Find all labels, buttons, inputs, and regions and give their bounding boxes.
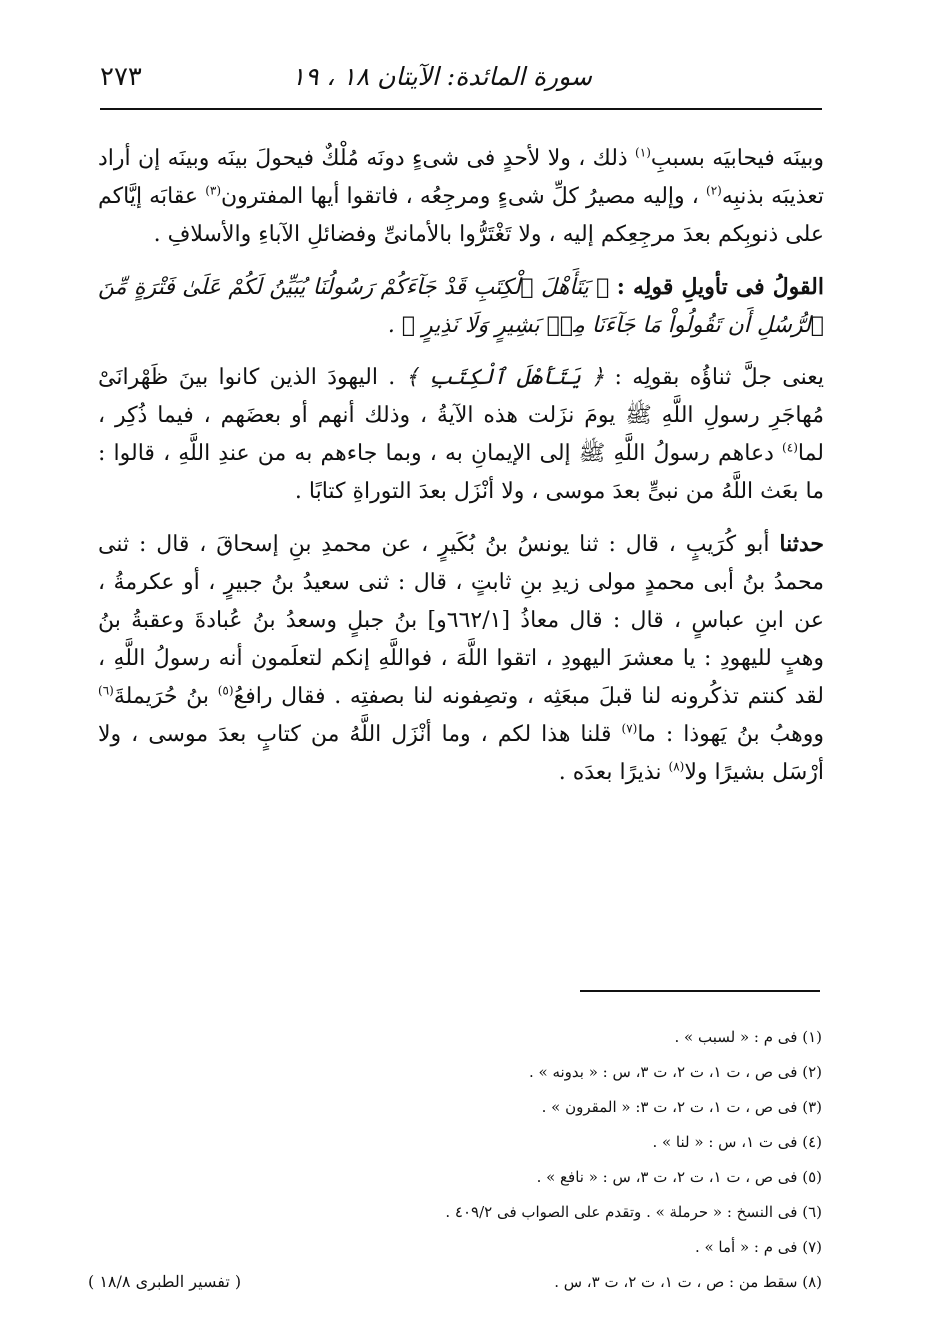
text-run: قلنا هذا لكم ، وما أنْزَل اللَّهُ من كتابٍ بعدَ موسى ، ولا أرْسَل بشيرًا ولا xyxy=(98,722,824,785)
page-header xyxy=(100,58,820,102)
paragraph-4 xyxy=(98,525,824,792)
text-run: . اليهودَ الذين كانوا بينَ ظَهْرانَىْ مُهاجَرِ رسولِ اللَّهِ ﷺ يومَ نزَلت هذه الآيةُ ، وذلك أنهم أو بعضَهم ، فيما ذُكِر ، لما xyxy=(98,365,824,466)
footnote-6: (٦) فى النسخ : « حرملة » . وتقدم على الصواب فى ٤٠٩/٢ . xyxy=(445,1203,822,1221)
footnote-marker: (٢) xyxy=(706,183,722,198)
source-note: ( تفسير الطبرى ١٨/٨ ) xyxy=(88,1272,242,1291)
manuscript-ref: [٦٦٢/١و] xyxy=(427,608,511,633)
running-head: سورة المائدة: الآيتان ١٨ ، ١٩ xyxy=(291,62,592,91)
footnote-2: (٢) فى ص ، ت ١، ت ٢، ت ٣، س : « بدونه » . xyxy=(528,1063,822,1081)
section-heading: القولُ فى تأويلِ قولِه : xyxy=(616,274,824,300)
footnotes xyxy=(100,1020,822,1300)
text-run: دعاهم رسولُ اللَّهِ ﷺ إلى الإيمانِ به ، وبما جاءهم به من عندِ اللَّهِ ، قالوا : ما بعَث اللَّهُ من نبىٍّ بعدَ موسى ، ولا أنْزَل بعدَ التوراةِ كتابًا . xyxy=(98,441,824,504)
footnote-marker: (٨) xyxy=(668,759,685,774)
footnote-marker: (٤) xyxy=(782,440,798,455)
footnote-8: (٨) سقط من : ص ، ت ١، ت ٢، ت ٣، س . xyxy=(554,1273,822,1291)
text-run: يعنى جلَّ ثناؤُه بقولِه : xyxy=(614,365,824,390)
text-run: ذلك ، ولا لأحدٍ فى شىءٍ دونَه مُلْكٌ فيحولَ بينَه وبينَه إن أراد تعذيبَه بذنبِه xyxy=(98,146,825,209)
text-run: أبو كُرَيبٍ ، قال : ثنا يونسُ بنُ بُكَيرٍ ، عن محمدِ بنِ إسحاقَ ، قال : ثنى محمدُ بنُ أبى محمدٍ مولى زيدِ بنِ ثابتٍ ، قال : ثنى سعيدُ بنُ جبيرٍ ، أو عكرمةُ ، عن ابنِ عباسٍ ، قال : قال معاذُ xyxy=(98,532,824,633)
footnote-3: (٣) فى ص ، ت ١، ت ٢، ت ٣: « المقرون » . xyxy=(541,1098,822,1116)
footnote-5: (٥) فى ص ، ت ١، ت ٢، ت ٣، س : « نافع » . xyxy=(536,1168,822,1186)
footnote-7: (٧) فى م : « أما » . xyxy=(694,1238,822,1256)
text-run: وبينَه فيحابيَه بسببِ xyxy=(650,146,824,171)
quran-verse: ﴿ يَتَأَهْلَ ٱلْكِتَبِ ﴾ xyxy=(395,365,615,390)
footnote-4: (٤) فى ت ١، س : « لنا » . xyxy=(652,1133,822,1151)
page-number: ٢٧٣ xyxy=(100,62,142,92)
footnote-marker: (٥) xyxy=(217,683,234,698)
main-text xyxy=(98,140,824,806)
text-run: ، وإليه مصيرُ كلِّ شىءٍ ومرجِعُه ، فاتقوا أيها المفترون xyxy=(221,184,706,209)
text-run: بنُ جبلٍ وسعدُ بنُ عُبادةَ وعقبةُ بنُ وهبٍ لليهودِ : يا معشرَ اليهودِ ، اتقوا اللَّهَ ، فواللَّهِ إنكم لتعلَمون أنه رسولُ اللَّهِ ، لقد كنتم تذكُرونه لنا قبلَ مبعَثِه ، وتصِفونه لنا بصفتِه . فقال رافعُ xyxy=(98,608,825,709)
paragraph-3 xyxy=(98,359,824,511)
text-run: نذيرًا بعدَه . xyxy=(558,760,669,785)
paragraph-1 xyxy=(98,140,824,254)
footnote-marker: (٧) xyxy=(621,721,638,736)
paragraph-2 xyxy=(98,268,824,345)
footnote-separator xyxy=(580,990,820,992)
isnad-lead: حدثنا xyxy=(779,531,824,557)
text-run: بنُ حُرَيملةَ xyxy=(113,684,218,709)
text-run: عقابَه إيَّاكم على ذنوبِكم بعدَ مرجِعِكم إليه ، ولا تَغْتَرُّوا بالأمانىِّ وفضائلِ الآباءِ والأسلافِ . xyxy=(98,184,824,247)
header-rule xyxy=(100,108,822,110)
text-run: ووهبُ بنُ يَهوذا : ما xyxy=(637,722,825,747)
footnote-marker: (١) xyxy=(635,145,651,160)
footnote-1: (١) فى م : « لسبب » . xyxy=(674,1028,822,1046)
footnote-marker: (٣) xyxy=(205,183,222,198)
quran-verse: ﴿ يَتَأَهْلَ ٱلْكِتَبِ قَدْ جَآءَكُمْ رَسُولُنَا يُبَيِّنُ لَكُمْ عَلَىٰ فَتْرَةٍ مِّنَ ٱلرُّسُلِ أَن تَقُولُواْ مَا جَآءَنَا مِنۢ بَشِيرٍ وَلَا نَذِيرٍ ﴾ . xyxy=(98,275,824,338)
footnote-marker: (٦) xyxy=(98,683,114,698)
